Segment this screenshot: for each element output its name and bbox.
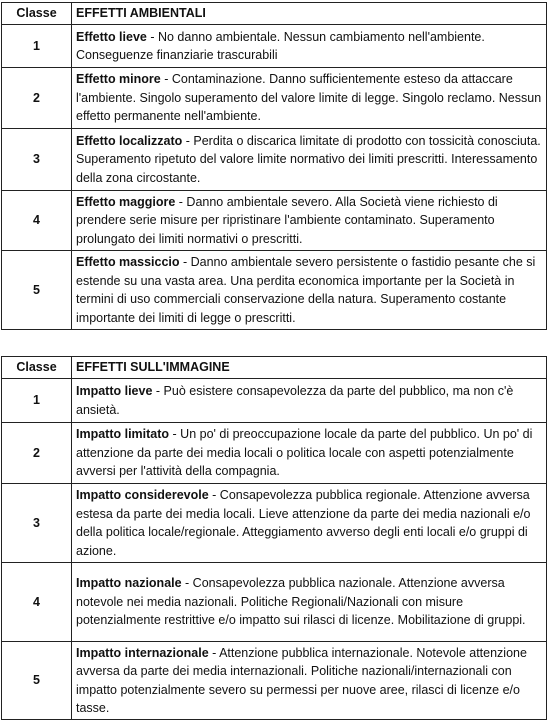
effect-term: Effetto maggiore — [76, 194, 176, 209]
effect-text: - Contaminazione. Danno sufficientemente esteso da attaccare l'ambiente. Singolo superamento del valore limite di legge. Singolo reclamo. Nessun effetto permanente nell'ambiente. — [76, 72, 542, 124]
effect-description — [72, 423, 547, 484]
table-row — [2, 191, 547, 251]
effects-column-header: EFFETTI AMBIENTALI — [72, 3, 547, 25]
table-row — [2, 484, 547, 563]
image-effects-table — [1, 356, 547, 720]
effect-term: Effetto localizzato — [76, 133, 183, 148]
effect-term: Impatto internazionale — [76, 645, 209, 660]
effect-description — [72, 251, 547, 330]
table-header-row — [2, 3, 547, 25]
effect-term: Effetto massiccio — [76, 255, 180, 269]
table-row — [2, 25, 547, 68]
effect-term: Effetto lieve — [76, 29, 147, 44]
effect-term: Impatto limitato — [76, 427, 170, 442]
effect-description — [72, 379, 547, 423]
class-number: 1 — [2, 25, 72, 68]
table-row — [2, 563, 547, 642]
class-number: 4 — [2, 191, 72, 251]
effect-text: - Attenzione pubblica internazionale. Notevole attenzione avversa da parte dei media internazionali. Politiche nazionali/internazionali con impatto potenzialmente severo su permessi per nuove aree, rilasci di licenze e/o tasse. — [76, 645, 527, 715]
effect-text: - Un po' di preoccupazione locale da parte del pubblico. Un po' di attenzione da parte dei media locali o politica locale con aspetti potenzialmente avversi per l'attività della compagnia. — [76, 427, 533, 479]
class-column-header: Classe — [2, 3, 72, 25]
class-number: 3 — [2, 484, 72, 563]
environmental-effects-table — [1, 2, 547, 330]
effect-description — [72, 642, 547, 720]
effect-description — [72, 25, 547, 68]
effect-text: - No danno ambientale. Nessun cambiamento nell'ambiente. Conseguenze finanziarie trascurabili — [76, 29, 485, 62]
effect-term: Impatto lieve — [76, 384, 153, 398]
class-column-header: Classe — [2, 357, 72, 379]
effect-text: - Può esistere consapevolezza da parte del pubblico, ma non c'è ansietà. — [76, 384, 514, 417]
effects-column-header: EFFETTI SULL'IMMAGINE — [72, 357, 547, 379]
class-number: 3 — [2, 129, 72, 191]
class-number: 4 — [2, 563, 72, 642]
effect-text: - Perdita o discarica limitate di prodotto con tossicità conosciuta. Superamento ripetuto del valore limite normativo dei limiti prescritti. Interessamento della zona circostante. — [76, 133, 541, 185]
effect-description — [72, 191, 547, 251]
effect-text: - Consapevolezza pubblica nazionale. Attenzione avversa notevole nei media nazionali. Politiche Regionali/Nazionali con misure potenzialmente restrittive e/o impatto sui rilasci di licenze. Mobilitazione di gruppi. — [76, 576, 526, 628]
effect-description — [72, 129, 547, 191]
table-row — [2, 251, 547, 330]
table-row — [2, 68, 547, 129]
effect-term: Impatto nazionale — [76, 576, 182, 591]
table-row — [2, 642, 547, 720]
class-number: 2 — [2, 68, 72, 129]
effect-text: - Danno ambientale severo persistente o fastidio pesante che si estende su una vasta area. Una perdita economica importante per la Società in termini di uso commerciali conservazione della natura. Superamento costante importante dei limiti di legge o prescritti. — [76, 255, 536, 325]
table-row — [2, 379, 547, 423]
effect-description — [72, 563, 547, 642]
table-row — [2, 423, 547, 484]
table-row — [2, 129, 547, 191]
effect-description — [72, 484, 547, 563]
class-number: 2 — [2, 423, 72, 484]
class-number: 1 — [2, 379, 72, 423]
effect-text: - Consapevolezza pubblica regionale. Attenzione avversa estesa da parte dei media locali. Lieve attenzione da parte dei media nazionali e/o della politica locale/regionale. Atteggiamento avverso degli enti locali e/o gruppi di azione. — [76, 488, 531, 558]
effect-term: Effetto minore — [76, 72, 161, 87]
effect-description — [72, 68, 547, 129]
effect-term: Impatto considerevole — [76, 488, 209, 502]
table-header-row — [2, 357, 547, 379]
effect-text: - Danno ambientale severo. Alla Società viene richiesto di prendere serie misure per ripristinare l'ambiente contaminato. Superamento prolungato dei limiti normativi o prescritti. — [76, 194, 498, 246]
class-number: 5 — [2, 251, 72, 330]
class-number: 5 — [2, 642, 72, 720]
